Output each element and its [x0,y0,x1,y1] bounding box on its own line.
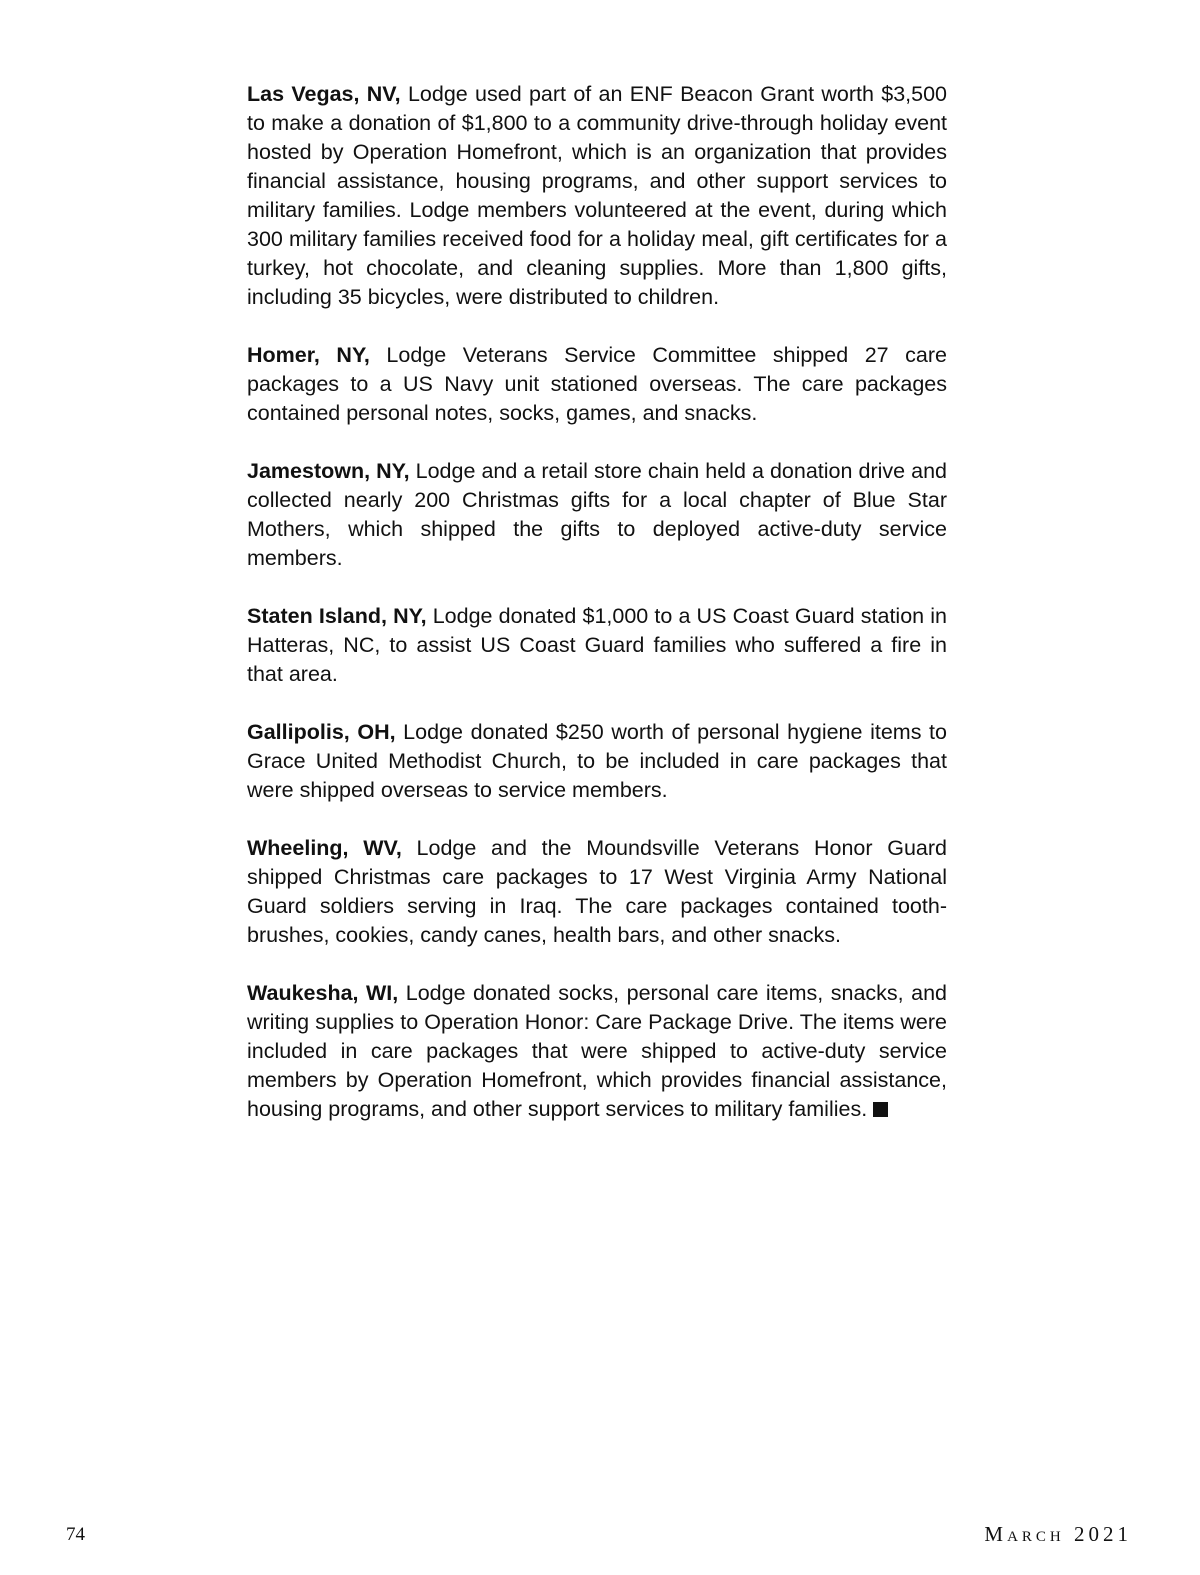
entry-location: Gallipolis, OH, [247,720,396,744]
entry-location: Homer, NY, [247,343,370,367]
entry-waukesha [247,979,947,1124]
entry-text: Lodge donated $1,000 to a US Coast Guard station in Hatteras, NC, to assist US Coast Guard families who suffered a fire in that area. [247,604,947,686]
issue-date: March 2021 [984,1522,1132,1546]
entry-jamestown [247,457,947,573]
entry-text: Lodge donated socks, personal care items, snacks, and writing supplies to Operation Honor: Care Package Drive. The items were included in care packages that were shipped to active-duty service members by Operation Homefront, which provides financial assistance, housing programs, and other support services to military families. [247,981,947,1121]
entry-las-vegas [247,80,947,312]
entry-location: Staten Island, NY, [247,604,427,628]
entry-wheeling [247,834,947,950]
entry-staten-island [247,602,947,689]
entry-location: Waukesha, WI, [247,981,399,1005]
entry-homer [247,341,947,428]
entry-text: Lodge donated $250 worth of personal hygiene items to Grace United Methodist Church, to be included in care packages that were shipped overseas to service members. [247,720,947,802]
page-number: 74 [66,1524,85,1545]
entry-text: Lodge Veterans Service Committee shipped 27 care packages to a US Navy unit stationed overseas. The care packages contained personal notes, socks, games, and snacks. [247,343,947,425]
entry-location: Wheeling, WV, [247,836,402,860]
end-mark-icon [873,1102,888,1117]
entry-location: Jamestown, NY, [247,459,410,483]
entry-gallipolis [247,718,947,805]
article-body [247,80,947,1153]
entry-location: Las Vegas, NV, [247,82,401,106]
entry-text: Lodge and the Moundsville Veterans Honor Guard shipped Christmas care packages to 17 West Virginia Army National Guard soldiers serving in Iraq. The care packages contained toothbrushes, cookies, candy canes, health bars, and other snacks. [247,836,947,947]
entry-text: Lodge used part of an ENF Beacon Grant worth $3,500 to make a donation of $1,800 to a community drive-through holiday event hosted by Operation Homefront, which is an organization that provides financial assistance, housing programs, and other support services to military families. Lodge members volunteered at the event, during which 300 military families received food for a holiday meal, gift certificates for a turkey, hot chocolate, and cleaning supplies. More than 1,800 gifts, including 35 bicycles, were distributed to children. [247,82,947,309]
entry-text: Lodge and a retail store chain held a donation drive and collected nearly 200 Christmas gifts for a local chapter of Blue Star Mothers, which shipped the gifts to deployed active-duty service members. [247,459,948,570]
